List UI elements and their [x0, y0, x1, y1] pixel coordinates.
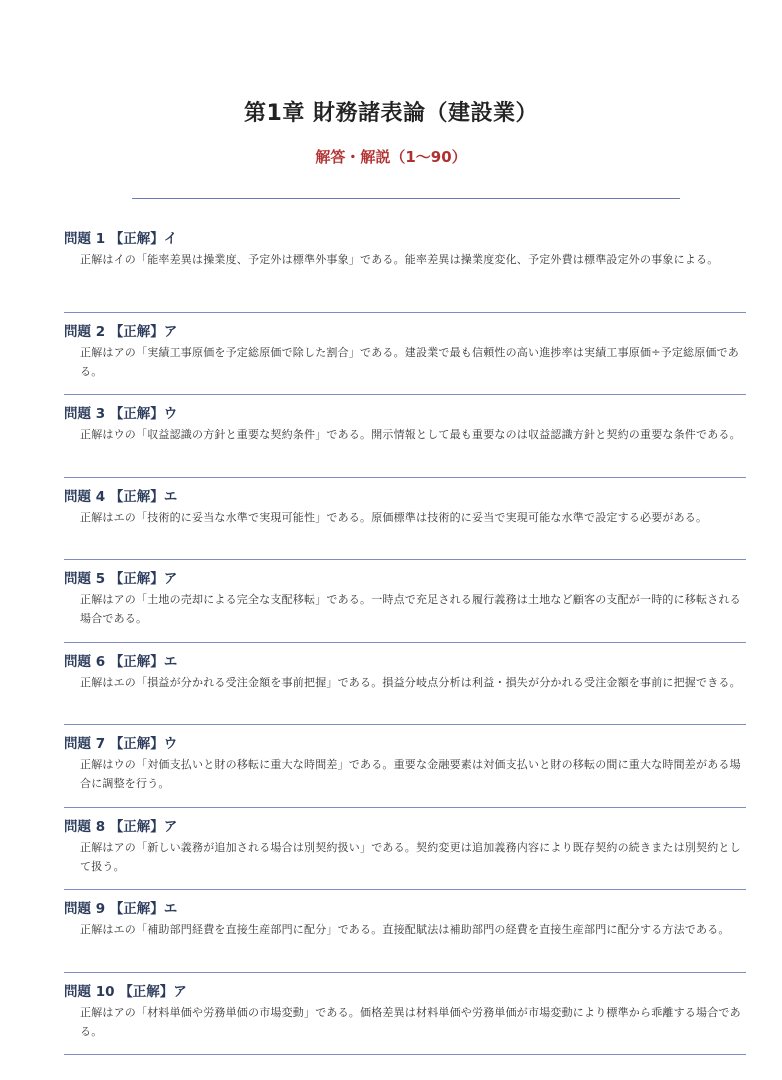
answer-choice: イ — [163, 231, 178, 247]
answer-choice: エ — [163, 901, 178, 917]
question-item-10 — [64, 973, 746, 1056]
chapter-title: 第1章 財務諸表論（建設業） — [244, 101, 538, 126]
question-heading — [64, 405, 746, 423]
question-number: 問題 10 — [64, 983, 115, 1000]
answer-label: 【正解】 — [109, 653, 164, 670]
question-number: 問題 7 — [64, 736, 106, 752]
answer-choice: ウ — [163, 406, 178, 422]
question-number: 問題 5 — [64, 571, 106, 587]
question-item-7 — [64, 725, 746, 808]
answer-explanation: 正解はイの「能率差異は操業度、予定外は標準外事象」である。能率差異は操業度変化、予定外費は標準設定外の事象による。 — [80, 253, 719, 266]
question-number: 問題 8 — [64, 818, 106, 835]
answer-choice: ア — [173, 983, 187, 1000]
question-item-4 — [64, 478, 746, 561]
answer-explanation: 正解はアの「実績工事原価を予定総原価で除した割合」である。建設業で最も信頼性の高い進捗率は実績工事原価÷予定総原価である。 — [80, 345, 740, 378]
question-item-5 — [64, 560, 746, 643]
question-number: 問題 4 — [64, 488, 106, 505]
question-item-9 — [64, 890, 746, 973]
answer-choice: ア — [163, 323, 178, 340]
answer-choice: ア — [163, 818, 178, 835]
question-item-2 — [64, 313, 746, 396]
answer-label: 【正解】 — [109, 571, 164, 587]
question-heading — [64, 818, 746, 836]
answer-label: 【正解】 — [109, 488, 164, 505]
question-number: 問題 9 — [64, 901, 106, 917]
question-heading — [64, 900, 746, 918]
question-item-6 — [64, 643, 746, 726]
question-heading — [64, 653, 746, 671]
question-heading — [64, 323, 746, 341]
question-item-8 — [64, 808, 746, 891]
question-number: 問題 2 — [64, 323, 106, 340]
answer-explanation: 正解はアの「材料単価や労務単価の市場変動」である。価格差異は材料単価や労務単価が市場変動により標準から乖離する場合である。 — [80, 1005, 741, 1038]
answer-choice: ア — [163, 571, 178, 587]
answer-explanation: 正解はウの「対価支払いと財の移転に重大な時間差」である。重要な金融要素は対価支払いと財の移転の間に重大な時間差がある場合に調整を行う。 — [80, 758, 741, 790]
answer-explanation: 正解はアの「土地の売却による完全な支配移転」である。一時点で充足される履行義務は土地など顧客の支配が一時的に移転される場合である。 — [80, 593, 741, 625]
answer-label: 【正解】 — [109, 406, 164, 422]
answer-label: 【正解】 — [109, 736, 164, 752]
question-number: 問題 1 — [64, 231, 106, 247]
answer-label: 【正解】 — [109, 323, 164, 340]
answer-label: 【正解】 — [109, 231, 164, 247]
answer-choice: エ — [163, 653, 178, 670]
answer-label: 【正解】 — [119, 983, 174, 1000]
question-item-1 — [64, 230, 746, 313]
question-heading — [64, 570, 746, 588]
title-divider — [132, 198, 680, 199]
answer-explanation: 正解はエの「補助部門経費を直接生産部門に配分」である。直接配賦法は補助部門の経費を直接生産部門に配分する方法である。 — [80, 923, 730, 936]
question-list — [64, 230, 746, 1055]
question-heading — [64, 983, 746, 1001]
question-heading — [64, 488, 746, 506]
answer-explanation: 正解はエの「技術的に妥当な水準で実現可能性」である。原価標準は技術的に妥当で実現可能な水準で設定する必要がある。 — [80, 510, 708, 524]
answer-choice: エ — [163, 488, 178, 505]
question-number: 問題 6 — [64, 653, 106, 670]
question-item-3 — [64, 395, 746, 478]
answer-explanation: 正解はウの「収益認識の方針と重要な契約条件」である。開示情報として最も重要なのは収益認識方針と契約の重要な条件である。 — [80, 428, 741, 441]
question-heading — [64, 735, 746, 753]
answer-choice: ウ — [163, 736, 178, 752]
chapter-subtitle: 解答・解説（1〜90） — [315, 148, 467, 166]
answer-explanation: 正解はエの「損益が分かれる受注金額を事前把握」である。損益分岐点分析は利益・損失が分かれる受注金額を事前に把握できる。 — [80, 675, 741, 689]
answer-explanation: 正解はアの「新しい義務が追加される場合は別契約扱い」である。契約変更は追加義務内容により既存契約の続きまたは別契約として扱う。 — [80, 840, 741, 873]
question-heading — [64, 230, 746, 248]
answer-label: 【正解】 — [109, 901, 164, 917]
answer-label: 【正解】 — [109, 818, 164, 835]
question-number: 問題 3 — [64, 406, 106, 422]
